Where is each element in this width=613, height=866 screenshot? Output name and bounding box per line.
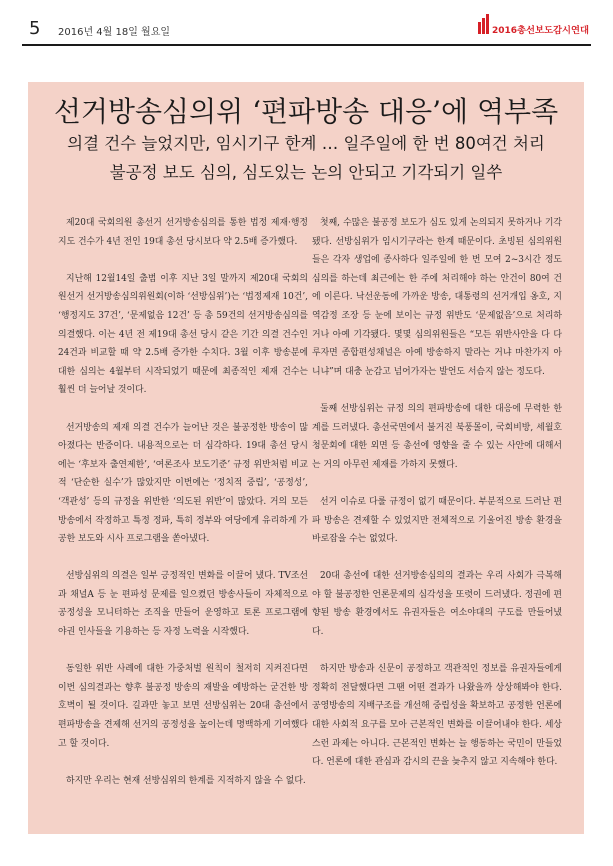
logo-icon xyxy=(478,14,489,34)
subhead-1: 의결 건수 늘었지만, 임시기구 한계 … 일주일에 한 번 80여건 처리 xyxy=(67,134,545,153)
article-column-right xyxy=(312,214,562,790)
headline: 선거방송심의위 ‘편파방송 대응’에 역부족 xyxy=(53,95,559,128)
logo-year: 2016 xyxy=(492,26,518,36)
page-number: 5 xyxy=(29,18,41,39)
paragraph: 20대 총선에 대한 선거방송심의의 결과는 우리 사회가 극복해야 할 불공정한 언론문제의 심각성을 또렷이 드러냈다. 정권에 편향된 방송 환경에서도 유권자들은 여소야대의 구도를 만들어냈다. xyxy=(312,571,562,638)
header-rule xyxy=(22,44,591,46)
paragraph: 첫째, 수많은 불공정 보도가 심도 있게 논의되지 못하거나 기각됐다. 선방심위가 임시기구라는 한계 때문이다. 초빙된 심의위원들은 각자 생업에 종사하다 일주일에 한 번 모여 2~3시간 정도 심의를 하는데 최근에는 한 주에 처리해야 하는 안건이 80여 건에 이른다. 낙선운동에 가까운 방송, 대통령의 선거개입 옹호, 지역감정 조장 등 눈에 보이는 규정 위반도 ‘문제없음’으로 처리하거나 아예 기각됐다. 몇몇 심의위원들은 “모든 위반사안을 다 다루자면 종합편성채널은 아예 방송하지 말라는 거냐 마찬가지 아니냐”며 대충 눈감고 넘어가자는 발언도 서슴지 않는 정도다. xyxy=(312,218,562,377)
paragraph: 하지만 방송과 신문이 공정하고 객관적인 정보를 유권자들에게 정확히 전달했다면 그땐 어떤 결과가 나왔을까 상상해봐야 한다. 공영방송의 지배구조를 개선해 중립성을 확보하고 공정한 언론에 대한 사회적 요구를 모아 근본적인 변화를 이끌어내야 한다. 세상스런 과제는 아니다. 근본적인 변화는 늘 행동하는 국민이 만들었다. 언론에 대한 관심과 감시의 끈을 늦추지 않고 지속해야 한다. xyxy=(312,664,562,768)
article-box xyxy=(28,82,584,834)
logo-text: 총선보도감시연대 xyxy=(517,26,587,36)
issue-date: 2016년 4월 18일 월요일 xyxy=(58,27,171,38)
paragraph: 동일한 위반 사례에 대한 가중처벌 원칙이 철저히 지켜진다면 이번 심의결과는 향후 불공정 방송의 재발을 예방하는 굳건한 방호벽이 될 것이다. 길과만 놓고 보면 선방심위는 20대 총선에서 편파방송을 견제해 선거의 공정성을 높이는데 명백하게 기여했다고 할 것이다. xyxy=(58,664,308,749)
paragraph: 하지만 우리는 현재 선방심위의 한계를 지적하지 않을 수 없다. xyxy=(66,775,306,786)
paragraph: 선거 이슈로 다룰 규정이 없기 때문이다. 부분적으로 드러난 편파 방송은 견제할 수 있었지만 전체적으로 기울어진 방송 환경을 바로잡을 수는 없었다. xyxy=(312,496,562,545)
paragraph: 지난해 12월14일 출범 이후 지난 3일 말까지 제20대 국회의원선거 선거방송심의위원회(이하 ‘선방심위’)는 ‘법정제재 10건’, ‘행정지도 37건’, ‘문제없음 12건’ 등 총 59건의 선거방송심의를 의결했다. 이는 4년 전 제19대 총선 당시 같은 기간 의결 건수인 24건과 비교할 때 약 2.5배 증가한 수치다. 3월 이후 방송분에 대한 심의는 4월부터 시작되었기 때문에 최종적인 제재 건수는 훨씬 더 늘어날 것이다. xyxy=(58,273,308,396)
article-column-left xyxy=(58,214,308,809)
paragraph: 선방심위의 의결은 일부 긍정적인 변화를 이끌어 냈다. TV조선과 채널A 등 눈 편파성 문제를 일으켰던 방송사들이 자체적으로 공정성을 모니터하는 조직을 만들어 운영하고 토론 프로그램에 야권 인사들을 기용하는 등 자정 노력을 시작했다. xyxy=(58,571,308,638)
paragraph: 둘째 선방심위는 규정 의의 편파방송에 대한 대응에 무력한 한계를 드러냈다. 총선국면에서 불거진 북풍몰이, 국회비방, 세월호청문회에 대한 외면 등 총선에 영향을 줄 수 있는 사안에 대해서는 거의 아무런 제재를 가하지 못했다. xyxy=(312,403,562,470)
paragraph: 제20대 국회의원 총선거 선거방송심의를 통한 법정 제재·행정지도 건수가 4년 전인 19대 총선 당시보다 약 2.5배 증가했다. xyxy=(58,218,308,247)
subhead-2: 불공정 보도 심의, 심도있는 논의 안되고 기각되기 일쑤 xyxy=(109,163,503,182)
election-watch-logo xyxy=(476,12,591,40)
paragraph: 선거방송의 제재 의결 건수가 늘어난 것은 불공정한 방송이 많아졌다는 반증이다. 내용적으로는 더 심각하다. 19대 총선 당시에는 ‘후보자 출연제한’, ‘여론조사 보도기준’ 규정 위반처럼 비교적 ‘단순한 실수’가 많았지만 이번에는 ‘정치적 중립’, ‘공정성’, ‘객관성’ 등의 규정을 위반한 ‘의도된 위반’이 많았다. 거의 모든 방송에서 작정하고 특정 정파, 특히 정부와 여당에게 유리하게 가공한 보도와 시사 프로그램을 쏟아냈다. xyxy=(58,422,308,545)
